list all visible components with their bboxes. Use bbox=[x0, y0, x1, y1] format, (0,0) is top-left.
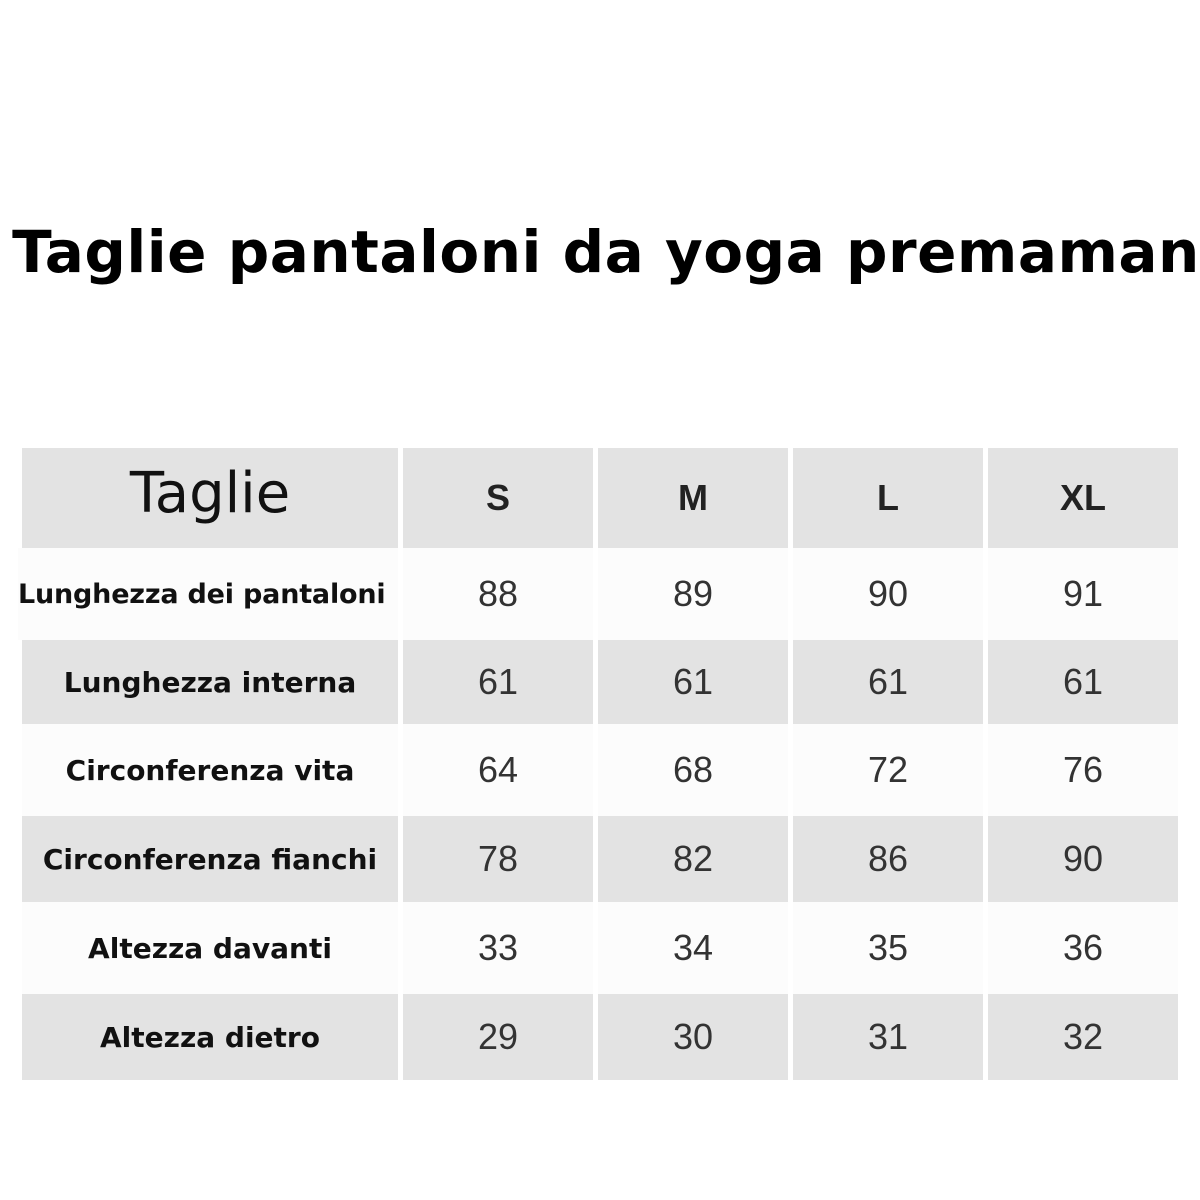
cell-value: 35 bbox=[793, 902, 983, 994]
cell-value: 61 bbox=[793, 640, 983, 724]
size-chart-table bbox=[18, 448, 1178, 1080]
cell-value: 33 bbox=[403, 902, 593, 994]
table-row bbox=[22, 816, 1178, 902]
cell-value: 64 bbox=[403, 724, 593, 816]
cell-value: 29 bbox=[403, 994, 593, 1080]
cell-value: 30 bbox=[598, 994, 788, 1080]
cell-value: 82 bbox=[598, 816, 788, 902]
header-label: Taglie bbox=[22, 448, 398, 548]
row-label: Lunghezza dei pantaloni bbox=[18, 548, 398, 640]
cell-value: 61 bbox=[403, 640, 593, 724]
cell-value: 90 bbox=[793, 548, 983, 640]
cell-value: 36 bbox=[988, 902, 1178, 994]
cell-value: 72 bbox=[793, 724, 983, 816]
table-row bbox=[22, 640, 1178, 724]
cell-value: 89 bbox=[598, 548, 788, 640]
cell-value: 32 bbox=[988, 994, 1178, 1080]
row-label: Altezza davanti bbox=[22, 902, 398, 994]
row-label: Circonferenza fianchi bbox=[22, 816, 398, 902]
cell-value: 68 bbox=[598, 724, 788, 816]
row-label: Altezza dietro bbox=[22, 994, 398, 1080]
cell-value: 61 bbox=[988, 640, 1178, 724]
cell-value: 76 bbox=[988, 724, 1178, 816]
size-header-xl: XL bbox=[988, 448, 1178, 548]
cell-value: 88 bbox=[403, 548, 593, 640]
cell-value: 86 bbox=[793, 816, 983, 902]
size-header-m: M bbox=[598, 448, 788, 548]
cell-value: 90 bbox=[988, 816, 1178, 902]
row-label: Lunghezza interna bbox=[22, 640, 398, 724]
size-header-s: S bbox=[403, 448, 593, 548]
page-title: Taglie pantaloni da yoga premaman bbox=[12, 218, 1200, 286]
table-header-row bbox=[22, 448, 1178, 548]
cell-value: 34 bbox=[598, 902, 788, 994]
table-row bbox=[22, 902, 1178, 994]
cell-value: 61 bbox=[598, 640, 788, 724]
cell-value: 31 bbox=[793, 994, 983, 1080]
table-row bbox=[18, 548, 1178, 640]
table-row bbox=[22, 994, 1178, 1080]
row-label: Circonferenza vita bbox=[22, 724, 398, 816]
cell-value: 91 bbox=[988, 548, 1178, 640]
table-row bbox=[22, 724, 1178, 816]
size-header-l: L bbox=[793, 448, 983, 548]
cell-value: 78 bbox=[403, 816, 593, 902]
